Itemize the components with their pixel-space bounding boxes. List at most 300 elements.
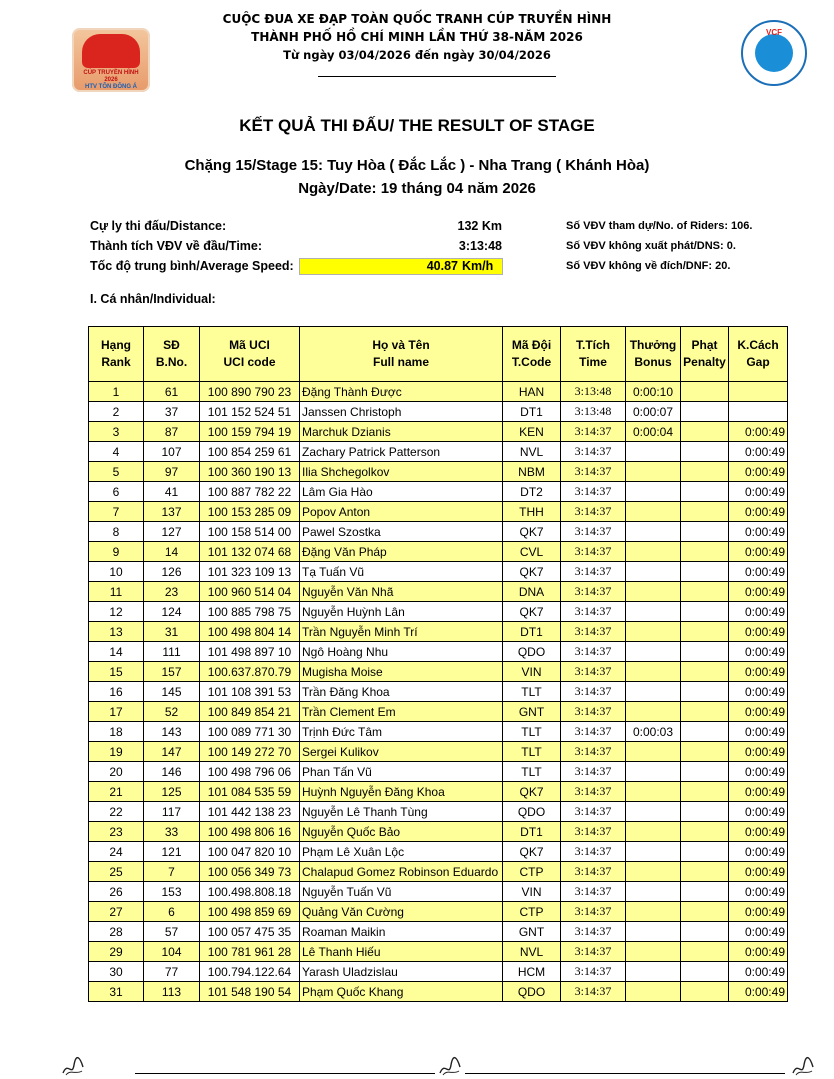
cell-penalty (681, 902, 729, 922)
cell-bonus (626, 682, 681, 702)
race-logo-sponsors: HTV TÔN ĐÔNG Á (85, 84, 137, 90)
cell-uci-code: 100 089 771 30 (200, 722, 300, 742)
cell-rank: 24 (89, 842, 144, 862)
vcf-logo-text: VCF (766, 28, 782, 37)
cell-uci-code: 101 498 897 10 (200, 642, 300, 662)
table-row (89, 622, 788, 642)
header-rank-line: Rank (101, 355, 131, 369)
header-rank-line: Hạng (101, 338, 131, 352)
cell-time: 3:14:37 (561, 542, 626, 562)
cell-gap: 0:00:49 (729, 642, 788, 662)
cell-penalty (681, 602, 729, 622)
table-row (89, 822, 788, 842)
stage-title: Chặng 15/Stage 15: Tuy Hòa ( Đắc Lắc ) - Nha Trang ( Khánh Hòa) (184, 157, 650, 174)
cell-gap: 0:00:49 (729, 742, 788, 762)
header-team-code-line: T.Code (511, 355, 552, 369)
cell-bib-no: 124 (144, 602, 200, 622)
cell-uci-code: 100 149 272 70 (200, 742, 300, 762)
cell-uci-code: 100.794.122.64 (200, 962, 300, 982)
cell-time: 3:14:37 (561, 562, 626, 582)
cell-bonus (626, 782, 681, 802)
cell-full-name: Zachary Patrick Patterson (300, 442, 503, 462)
cell-team-code: TLT (503, 682, 561, 702)
table-row (89, 602, 788, 622)
cell-time: 3:14:37 (561, 922, 626, 942)
cell-rank: 11 (89, 582, 144, 602)
cell-penalty (681, 522, 729, 542)
cell-team-code: DT2 (503, 482, 561, 502)
cell-gap: 0:00:49 (729, 942, 788, 962)
table-row (89, 582, 788, 602)
cell-team-code: THH (503, 502, 561, 522)
cell-bib-no: 107 (144, 442, 200, 462)
cell-uci-code: 101 548 190 54 (200, 982, 300, 1002)
cell-bib-no: 6 (144, 902, 200, 922)
header-full-name-line: Họ và Tên (372, 338, 430, 352)
header-time (561, 327, 626, 382)
cell-bonus (626, 582, 681, 602)
table-row (89, 462, 788, 482)
cell-bonus (626, 982, 681, 1002)
cell-time: 3:14:37 (561, 642, 626, 662)
cell-penalty (681, 822, 729, 842)
cell-bib-no: 153 (144, 882, 200, 902)
cell-full-name: Tạ Tuấn Vũ (300, 562, 503, 582)
header-line-2: THÀNH PHỐ HỒ CHÍ MINH LẦN THỨ 38-NĂM 2026 (251, 30, 583, 44)
cell-team-code: CTP (503, 862, 561, 882)
cell-penalty (681, 742, 729, 762)
cell-bib-no: 127 (144, 522, 200, 542)
cell-gap: 0:00:49 (729, 482, 788, 502)
table-row (89, 862, 788, 882)
cell-gap: 0:00:49 (729, 762, 788, 782)
cell-penalty (681, 762, 729, 782)
cell-bonus (626, 642, 681, 662)
cell-time: 3:14:37 (561, 842, 626, 862)
cell-time: 3:14:37 (561, 902, 626, 922)
header-line-3: Từ ngày 03/04/2026 đến ngày 30/04/2026 (283, 48, 551, 62)
header-uci-code-line: UCI code (223, 355, 276, 369)
cell-uci-code: 100 781 961 28 (200, 942, 300, 962)
cell-penalty (681, 582, 729, 602)
cell-gap: 0:00:49 (729, 802, 788, 822)
cell-team-code: TLT (503, 742, 561, 762)
cell-uci-code: 100 887 782 22 (200, 482, 300, 502)
cell-bonus (626, 542, 681, 562)
signature-mark-center (437, 1053, 463, 1079)
cell-bib-no: 121 (144, 842, 200, 862)
cell-team-code: TLT (503, 762, 561, 782)
table-row (89, 842, 788, 862)
cell-gap: 0:00:49 (729, 922, 788, 942)
cell-rank: 15 (89, 662, 144, 682)
cell-rank: 4 (89, 442, 144, 462)
cell-bonus (626, 442, 681, 462)
cell-time: 3:13:48 (561, 402, 626, 422)
results-table (88, 326, 788, 1002)
cell-bonus: 0:00:10 (626, 382, 681, 402)
cell-time: 3:14:37 (561, 822, 626, 842)
table-row (89, 662, 788, 682)
cell-rank: 7 (89, 502, 144, 522)
table-row (89, 802, 788, 822)
cell-bib-no: 113 (144, 982, 200, 1002)
header-time-line: Time (579, 355, 607, 369)
cell-bonus: 0:00:07 (626, 402, 681, 422)
cell-bib-no: 23 (144, 582, 200, 602)
cell-time: 3:14:37 (561, 722, 626, 742)
cell-full-name: Huỳnh Nguyễn Đăng Khoa (300, 782, 503, 802)
cell-rank: 31 (89, 982, 144, 1002)
cell-rank: 12 (89, 602, 144, 622)
cell-gap: 0:00:49 (729, 782, 788, 802)
header-uci-code-line: Mã UCI (229, 338, 270, 352)
cell-gap: 0:00:49 (729, 902, 788, 922)
cell-team-code: QK7 (503, 602, 561, 622)
header-time-line: T.Tích (575, 338, 610, 352)
table-row (89, 522, 788, 542)
cell-penalty (681, 962, 729, 982)
speed-unit: Km/h (462, 259, 494, 273)
cell-uci-code: 100 360 190 13 (200, 462, 300, 482)
cell-bib-no: 41 (144, 482, 200, 502)
header-rank (89, 327, 144, 382)
cell-team-code: CVL (503, 542, 561, 562)
cell-gap: 0:00:49 (729, 442, 788, 462)
cell-gap: 0:00:49 (729, 882, 788, 902)
cell-team-code: QK7 (503, 782, 561, 802)
dnf-count: Số VĐV không về đích/DNF: 20. (566, 260, 731, 272)
table-row (89, 382, 788, 402)
cell-full-name: Lê Thanh Hiếu (300, 942, 503, 962)
cell-team-code: HAN (503, 382, 561, 402)
cell-full-name: Yarash Uladzislau (300, 962, 503, 982)
distance-label: Cự ly thi đấu/Distance: (90, 219, 227, 233)
cell-time: 3:14:37 (561, 802, 626, 822)
cell-time: 3:14:37 (561, 482, 626, 502)
cell-rank: 23 (89, 822, 144, 842)
cell-time: 3:14:37 (561, 682, 626, 702)
cell-full-name: Đặng Văn Pháp (300, 542, 503, 562)
cell-rank: 28 (89, 922, 144, 942)
cell-gap: 0:00:49 (729, 502, 788, 522)
cell-penalty (681, 842, 729, 862)
cell-bonus (626, 602, 681, 622)
cell-time: 3:14:37 (561, 762, 626, 782)
table-row (89, 682, 788, 702)
cell-time: 3:14:37 (561, 602, 626, 622)
cell-uci-code: 100 159 794 19 (200, 422, 300, 442)
cell-bib-no: 7 (144, 862, 200, 882)
cell-gap: 0:00:49 (729, 562, 788, 582)
cell-bonus (626, 562, 681, 582)
cell-penalty (681, 422, 729, 442)
header-bonus (626, 327, 681, 382)
table-row (89, 562, 788, 582)
cell-full-name: Phạm Quốc Khang (300, 982, 503, 1002)
cell-full-name: Trịnh Đức Tâm (300, 722, 503, 742)
cell-uci-code: 100 047 820 10 (200, 842, 300, 862)
table-row (89, 402, 788, 422)
cell-gap: 0:00:49 (729, 582, 788, 602)
cell-gap: 0:00:49 (729, 862, 788, 882)
time-value: 3:13:48 (458, 239, 502, 253)
cell-full-name: Quảng Văn Cường (300, 902, 503, 922)
table-row (89, 542, 788, 562)
cell-team-code: KEN (503, 422, 561, 442)
table-row (89, 442, 788, 462)
time-label: Thành tích VĐV về đầu/Time: (90, 239, 263, 253)
cell-penalty (681, 802, 729, 822)
cell-penalty (681, 862, 729, 882)
header-penalty-line: Phạt (691, 338, 718, 352)
cell-team-code: DNA (503, 582, 561, 602)
cell-penalty (681, 682, 729, 702)
cell-gap: 0:00:49 (729, 682, 788, 702)
speed-value: 40.87 (426, 259, 458, 273)
cell-full-name: Phan Tấn Vũ (300, 762, 503, 782)
cell-bonus (626, 822, 681, 842)
cell-rank: 16 (89, 682, 144, 702)
table-row (89, 942, 788, 962)
cell-team-code: CTP (503, 902, 561, 922)
cell-penalty (681, 942, 729, 962)
cell-team-code: NBM (503, 462, 561, 482)
signature-mark-left (60, 1053, 86, 1079)
signature-mark-right (790, 1053, 816, 1079)
cell-rank: 13 (89, 622, 144, 642)
table-row (89, 902, 788, 922)
cell-penalty (681, 882, 729, 902)
table-row (89, 502, 788, 522)
cell-bib-no: 145 (144, 682, 200, 702)
table-row (89, 642, 788, 662)
cell-rank: 2 (89, 402, 144, 422)
cell-bib-no: 14 (144, 542, 200, 562)
cell-rank: 26 (89, 882, 144, 902)
cell-uci-code: 100 057 475 35 (200, 922, 300, 942)
cell-rank: 30 (89, 962, 144, 982)
cell-penalty (681, 662, 729, 682)
cell-team-code: GNT (503, 702, 561, 722)
cell-uci-code: 100 849 854 21 (200, 702, 300, 722)
cell-bib-no: 87 (144, 422, 200, 442)
cell-full-name: Popov Anton (300, 502, 503, 522)
cell-team-code: TLT (503, 722, 561, 742)
cell-uci-code: 100 158 514 00 (200, 522, 300, 542)
header-bonus-line: Thưởng (629, 338, 677, 352)
cell-bib-no: 97 (144, 462, 200, 482)
cell-penalty (681, 922, 729, 942)
header-line-1: CUỘC ĐUA XE ĐẠP TOÀN QUỐC TRANH CÚP TRUYỀN HÌNH (222, 12, 612, 26)
cell-team-code: QK7 (503, 562, 561, 582)
cell-penalty (681, 502, 729, 522)
table-row (89, 782, 788, 802)
cell-team-code: QDO (503, 982, 561, 1002)
cell-uci-code: 100 960 514 04 (200, 582, 300, 602)
cell-team-code: DT1 (503, 622, 561, 642)
cell-uci-code: 101 442 138 23 (200, 802, 300, 822)
cell-uci-code: 100 854 259 61 (200, 442, 300, 462)
cell-uci-code: 100 498 796 06 (200, 762, 300, 782)
cell-penalty (681, 982, 729, 1002)
header-full-name-line: Full name (372, 355, 429, 369)
cell-bib-no: 146 (144, 762, 200, 782)
cell-bonus (626, 922, 681, 942)
cell-rank: 17 (89, 702, 144, 722)
cell-team-code: HCM (503, 962, 561, 982)
cell-penalty (681, 382, 729, 402)
cell-bonus (626, 902, 681, 922)
cell-time: 3:14:37 (561, 522, 626, 542)
speed-label: Tốc độ trung bình/Average Speed: (90, 259, 294, 273)
cell-bib-no: 57 (144, 922, 200, 942)
cell-full-name: Ilia Shchegolkov (300, 462, 503, 482)
header-penalty-line: Penalty (683, 355, 726, 369)
cell-bib-no: 137 (144, 502, 200, 522)
cell-gap: 0:00:49 (729, 702, 788, 722)
header-bonus-line: Bonus (634, 355, 672, 369)
table-row (89, 702, 788, 722)
cell-team-code: NVL (503, 942, 561, 962)
cell-full-name: Mugisha Moise (300, 662, 503, 682)
cell-full-name: Pawel Szostka (300, 522, 503, 542)
table-row (89, 742, 788, 762)
cell-gap: 0:00:49 (729, 422, 788, 442)
cell-team-code: QDO (503, 642, 561, 662)
cell-rank: 5 (89, 462, 144, 482)
cell-full-name: Phạm Lê Xuân Lộc (300, 842, 503, 862)
cell-gap (729, 402, 788, 422)
cell-time: 3:14:37 (561, 882, 626, 902)
cell-time: 3:14:37 (561, 582, 626, 602)
cell-uci-code: 100.498.808.18 (200, 882, 300, 902)
cell-full-name: Marchuk Dzianis (300, 422, 503, 442)
header-bib-no-line: SĐ (163, 338, 180, 352)
cell-uci-code: 100 498 859 69 (200, 902, 300, 922)
cell-full-name: Nguyễn Tuấn Vũ (300, 882, 503, 902)
cell-bib-no: 125 (144, 782, 200, 802)
cell-rank: 21 (89, 782, 144, 802)
cell-gap: 0:00:49 (729, 962, 788, 982)
cell-uci-code: 100 885 798 75 (200, 602, 300, 622)
header-bib-no (144, 327, 200, 382)
cell-rank: 1 (89, 382, 144, 402)
header-gap (729, 327, 788, 382)
cell-rank: 14 (89, 642, 144, 662)
cell-full-name: Đặng Thành Được (300, 382, 503, 402)
cell-rank: 22 (89, 802, 144, 822)
cell-gap: 0:00:49 (729, 462, 788, 482)
cell-full-name: Ngô Hoàng Nhu (300, 642, 503, 662)
cell-uci-code: 100 056 349 73 (200, 862, 300, 882)
header-full-name (300, 327, 503, 382)
cell-penalty (681, 642, 729, 662)
cell-bib-no: 77 (144, 962, 200, 982)
section-title: I. Cá nhân/Individual: (90, 292, 216, 306)
cell-team-code: DT1 (503, 822, 561, 842)
header-divider (318, 76, 556, 77)
cell-team-code: QK7 (503, 522, 561, 542)
cell-time: 3:14:37 (561, 502, 626, 522)
signature-line-left (135, 1073, 435, 1074)
cell-bonus: 0:00:03 (626, 722, 681, 742)
cell-bib-no: 33 (144, 822, 200, 842)
cell-full-name: Sergei Kulikov (300, 742, 503, 762)
cell-team-code: GNT (503, 922, 561, 942)
cell-bonus (626, 742, 681, 762)
cell-uci-code: 100 153 285 09 (200, 502, 300, 522)
cell-time: 3:14:37 (561, 982, 626, 1002)
cell-uci-code: 100 498 806 16 (200, 822, 300, 842)
cell-bonus (626, 702, 681, 722)
stage-date: Ngày/Date: 19 tháng 04 năm 2026 (298, 180, 536, 197)
cell-gap: 0:00:49 (729, 822, 788, 842)
cell-rank: 29 (89, 942, 144, 962)
cell-bonus: 0:00:04 (626, 422, 681, 442)
cell-team-code: VIN (503, 662, 561, 682)
header-uci-code (200, 327, 300, 382)
table-row (89, 882, 788, 902)
cell-bib-no: 117 (144, 802, 200, 822)
cell-uci-code: 101 108 391 53 (200, 682, 300, 702)
cell-penalty (681, 702, 729, 722)
table-row (89, 722, 788, 742)
cell-uci-code: 101 132 074 68 (200, 542, 300, 562)
cell-gap: 0:00:49 (729, 622, 788, 642)
cell-team-code: NVL (503, 442, 561, 462)
dns-count: Số VĐV không xuất phát/DNS: 0. (566, 240, 736, 252)
race-logo-text: CÚP TRUYỀN HÌNH (83, 70, 139, 76)
table-header-row (89, 327, 788, 382)
riders-count: Số VĐV tham dự/No. of Riders: 106. (566, 220, 753, 232)
header-penalty (681, 327, 729, 382)
cell-rank: 27 (89, 902, 144, 922)
cell-bib-no: 104 (144, 942, 200, 962)
race-logo-year: 2026 (104, 77, 118, 83)
cell-penalty (681, 542, 729, 562)
cell-rank: 25 (89, 862, 144, 882)
cell-bonus (626, 802, 681, 822)
cell-time: 3:14:37 (561, 962, 626, 982)
cell-bonus (626, 962, 681, 982)
cell-team-code: QK7 (503, 842, 561, 862)
table-row (89, 962, 788, 982)
cell-full-name: Trần Nguyễn Minh Trí (300, 622, 503, 642)
cell-time: 3:14:37 (561, 862, 626, 882)
cell-gap (729, 382, 788, 402)
cell-bib-no: 126 (144, 562, 200, 582)
cell-penalty (681, 482, 729, 502)
cell-full-name: Nguyễn Lê Thanh Tùng (300, 802, 503, 822)
cell-gap: 0:00:49 (729, 602, 788, 622)
cell-time: 3:14:37 (561, 782, 626, 802)
cell-team-code: VIN (503, 882, 561, 902)
cell-penalty (681, 782, 729, 802)
cell-time: 3:14:37 (561, 422, 626, 442)
cell-bonus (626, 462, 681, 482)
cell-bonus (626, 942, 681, 962)
cell-rank: 19 (89, 742, 144, 762)
cell-rank: 10 (89, 562, 144, 582)
cell-bonus (626, 842, 681, 862)
cell-full-name: Chalapud Gomez Robinson Eduardo (300, 862, 503, 882)
cell-bib-no: 37 (144, 402, 200, 422)
cell-bonus (626, 882, 681, 902)
cell-penalty (681, 442, 729, 462)
cell-penalty (681, 562, 729, 582)
cell-bonus (626, 622, 681, 642)
